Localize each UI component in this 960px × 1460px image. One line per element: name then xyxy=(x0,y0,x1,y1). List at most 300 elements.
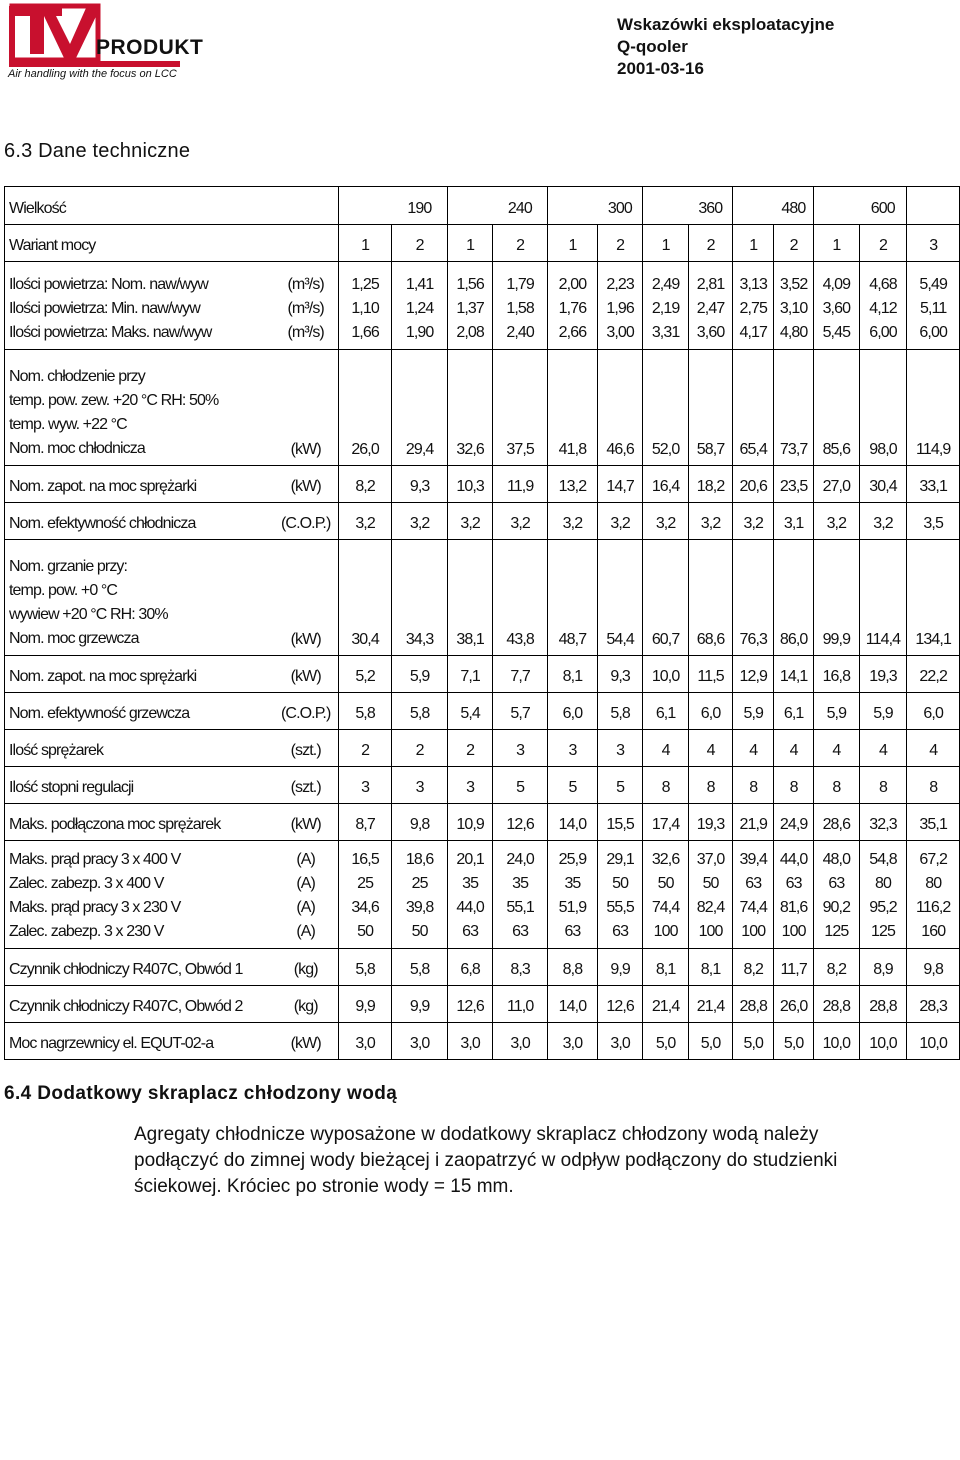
table-cell: 6,0 xyxy=(688,693,733,730)
table-cell: 11,9 xyxy=(493,466,548,503)
row-unit: (szt.) xyxy=(274,730,339,767)
table-cell xyxy=(688,262,733,350)
table-row xyxy=(5,1023,960,1060)
table-cell: 9,9 xyxy=(338,986,392,1023)
cell-value: 2,19 xyxy=(651,300,680,317)
table-cell: 29,4 xyxy=(392,350,448,466)
table-cell: 3,1 xyxy=(774,503,814,540)
table-cell: 19,3 xyxy=(859,656,907,693)
table-cell: 3,2 xyxy=(493,503,548,540)
table-cell: 3 xyxy=(547,730,597,767)
row-label-line: Ilości powietrza: Maks. naw/wyw xyxy=(9,324,212,341)
table-cell xyxy=(597,841,642,949)
table-cell: 3,2 xyxy=(859,503,907,540)
table-cell: 3,0 xyxy=(547,1023,597,1060)
row-unit-line: (A) xyxy=(296,851,315,868)
table-cell: 600 xyxy=(859,187,907,225)
cell-value: 3,10 xyxy=(779,300,808,317)
table-cell xyxy=(447,262,492,350)
table-row xyxy=(5,225,960,262)
cell-value: 1,76 xyxy=(558,300,587,317)
row-unit: (kW) xyxy=(274,466,339,503)
row-label: Ilość stopni regulacji xyxy=(5,767,274,804)
row-label-line: Ilości powietrza: Min. naw/wyw xyxy=(9,300,200,317)
table-cell: 58,7 xyxy=(688,350,733,466)
table-cell: 9,3 xyxy=(392,466,448,503)
table-cell: 3,2 xyxy=(447,503,492,540)
table-cell xyxy=(814,262,859,350)
table-cell xyxy=(338,187,392,225)
table-cell: 8,2 xyxy=(733,949,774,986)
cell-value: 4,80 xyxy=(779,324,808,341)
table-cell: 3,2 xyxy=(688,503,733,540)
cell-value: 63 xyxy=(828,875,845,892)
row-label: Wariant mocy xyxy=(5,225,274,262)
table-cell: 2 xyxy=(859,225,907,262)
cell-value: 1,58 xyxy=(506,300,534,317)
table-cell xyxy=(907,187,960,225)
row-label-line: Zalec. zabezp. 3 x 230 V xyxy=(9,923,164,940)
cell-value: 2,00 xyxy=(558,276,587,293)
cell-value: 25 xyxy=(411,875,428,892)
table-cell: 21,4 xyxy=(643,986,688,1023)
table-cell xyxy=(859,262,907,350)
table-cell: 6,0 xyxy=(547,693,597,730)
table-cell xyxy=(733,187,774,225)
table-cell xyxy=(814,187,859,225)
table-cell: 28,8 xyxy=(733,986,774,1023)
table-cell: 4 xyxy=(643,730,688,767)
table-cell: 9,8 xyxy=(907,949,960,986)
table-cell xyxy=(597,262,642,350)
table-cell: 10,0 xyxy=(643,656,688,693)
table-cell: 5,8 xyxy=(338,693,392,730)
table-cell xyxy=(814,841,859,949)
table-cell: 35,1 xyxy=(907,804,960,841)
cell-value: 29,1 xyxy=(606,851,634,868)
table-cell: 41,8 xyxy=(547,350,597,466)
table-cell xyxy=(392,841,448,949)
table-cell xyxy=(392,262,448,350)
table-cell: 11,5 xyxy=(688,656,733,693)
cell-value: 1,10 xyxy=(351,300,379,317)
table-cell: 3,2 xyxy=(733,503,774,540)
table-cell: 16,4 xyxy=(643,466,688,503)
cell-value: 80 xyxy=(874,875,891,892)
cell-value: 82,4 xyxy=(696,899,725,916)
table-cell: 21,9 xyxy=(733,804,774,841)
table-cell: 46,6 xyxy=(597,350,642,466)
table-cell: 5 xyxy=(597,767,642,804)
cell-value: 25 xyxy=(357,875,374,892)
table-cell: 73,7 xyxy=(774,350,814,466)
table-cell: 14,0 xyxy=(547,804,597,841)
cell-value: 44,0 xyxy=(456,899,484,916)
table-cell: 240 xyxy=(493,187,548,225)
row-unit-line: (A) xyxy=(296,875,315,892)
table-cell: 30,4 xyxy=(859,466,907,503)
table-cell xyxy=(547,841,597,949)
cell-value: 4,12 xyxy=(869,300,897,317)
section-title: 6.3 Dane techniczne xyxy=(4,140,191,162)
table-cell xyxy=(733,262,774,350)
cell-value: 5,45 xyxy=(822,324,851,341)
table-cell xyxy=(774,841,814,949)
table-cell: 9,3 xyxy=(597,656,642,693)
table-cell: 10,3 xyxy=(447,466,492,503)
cell-value: 4,09 xyxy=(822,276,851,293)
table-cell: 54,4 xyxy=(597,540,642,656)
cell-value: 1,56 xyxy=(456,276,484,293)
table-cell: 3,5 xyxy=(907,503,960,540)
brand-name: PRODUKT xyxy=(96,36,204,59)
table-cell: 6,8 xyxy=(447,949,492,986)
table-cell: 5 xyxy=(493,767,548,804)
table-cell: 21,4 xyxy=(688,986,733,1023)
table-cell: 2 xyxy=(597,225,642,262)
cell-value: 20,1 xyxy=(456,851,484,868)
table-row xyxy=(5,466,960,503)
table-cell: 30,4 xyxy=(338,540,392,656)
cell-value: 3,13 xyxy=(739,276,768,293)
row-label-line: Nom. moc chłodnicza xyxy=(9,440,145,457)
table-cell: 98,0 xyxy=(859,350,907,466)
row-unit-line: (A) xyxy=(296,899,315,916)
table-cell: 32,6 xyxy=(447,350,492,466)
table-cell: 16,8 xyxy=(814,656,859,693)
table-cell xyxy=(859,841,907,949)
section-title-2: 6.4 Dodatkowy skraplacz chłodzony wodą xyxy=(4,1083,398,1104)
table-row xyxy=(5,986,960,1023)
cell-value: 90,2 xyxy=(822,899,851,916)
table-cell: 5,2 xyxy=(338,656,392,693)
table-cell: 48,7 xyxy=(547,540,597,656)
row-unit-line: (m³/s) xyxy=(287,276,324,293)
row-unit: (kW) xyxy=(274,656,339,693)
cell-value: 74,4 xyxy=(739,899,768,916)
table-cell: 8,8 xyxy=(547,949,597,986)
cell-value: 6,00 xyxy=(919,324,947,341)
table-cell: 3,0 xyxy=(447,1023,492,1060)
table-cell: 10,9 xyxy=(447,804,492,841)
table-cell: 2 xyxy=(392,225,448,262)
cell-value: 2,47 xyxy=(696,300,725,317)
table-cell: 1 xyxy=(643,225,688,262)
cell-value: 5,11 xyxy=(920,300,947,317)
cell-value: 39,4 xyxy=(739,851,768,868)
table-cell xyxy=(338,262,392,350)
table-cell: 26,0 xyxy=(774,986,814,1023)
table-cell: 1 xyxy=(338,225,392,262)
cell-value: 35 xyxy=(512,875,529,892)
cell-value: 1,96 xyxy=(606,300,634,317)
row-label: Moc nagrzewnicy el. EQUT-02-a xyxy=(5,1023,274,1060)
row-unit: (kg) xyxy=(274,986,339,1023)
table-cell xyxy=(547,187,597,225)
table-row xyxy=(5,730,960,767)
cell-value: 2,23 xyxy=(606,276,634,293)
cell-value: 6,00 xyxy=(869,324,897,341)
table-cell: 3 xyxy=(392,767,448,804)
product-name: Q-qooler xyxy=(617,37,688,56)
table-cell: 10,0 xyxy=(814,1023,859,1060)
table-cell: 65,4 xyxy=(733,350,774,466)
table-cell: 13,2 xyxy=(547,466,597,503)
table-cell: 7,7 xyxy=(493,656,548,693)
table-cell: 14,7 xyxy=(597,466,642,503)
cell-value: 2,81 xyxy=(696,276,725,293)
row-label: Maks. podłączona moc sprężarek xyxy=(5,804,274,841)
table-cell: 9,9 xyxy=(392,986,448,1023)
row-label: Nom. efektywność grzewcza xyxy=(5,693,274,730)
section-body xyxy=(134,1122,934,1200)
table-cell: 3 xyxy=(907,225,960,262)
cell-value: 100 xyxy=(741,923,766,940)
table-cell: 8 xyxy=(859,767,907,804)
cell-value: 63 xyxy=(612,923,629,940)
table-cell: 6,1 xyxy=(643,693,688,730)
table-cell: 24,9 xyxy=(774,804,814,841)
table-cell xyxy=(643,262,688,350)
cell-value: 50 xyxy=(702,875,719,892)
table-cell: 3,0 xyxy=(493,1023,548,1060)
table-cell: 3 xyxy=(597,730,642,767)
technical-data-table xyxy=(4,186,960,1060)
cell-value: 3,31 xyxy=(651,324,680,341)
table-cell: 4 xyxy=(774,730,814,767)
row-label-line: temp. pow. zew. +20 °C RH: 50% xyxy=(9,392,219,409)
cell-value: 63 xyxy=(462,923,479,940)
table-cell: 8,2 xyxy=(338,466,392,503)
table-cell: 85,6 xyxy=(814,350,859,466)
row-label-line: Nom. grzanie przy: xyxy=(9,558,128,575)
table-cell: 9,8 xyxy=(392,804,448,841)
row-label-line: Nom. chłodzenie przy xyxy=(9,368,145,385)
table-cell: 28,8 xyxy=(859,986,907,1023)
table-cell: 8,3 xyxy=(493,949,548,986)
row-label-line: Maks. prąd pracy 3 x 230 V xyxy=(9,899,181,916)
table-cell: 1 xyxy=(733,225,774,262)
table-cell: 3,2 xyxy=(814,503,859,540)
table-cell: 4 xyxy=(907,730,960,767)
table-cell: 8,7 xyxy=(338,804,392,841)
table-cell: 480 xyxy=(774,187,814,225)
row-unit xyxy=(274,225,339,262)
table-row xyxy=(5,262,960,350)
cell-value: 95,2 xyxy=(869,899,897,916)
cell-value: 4,68 xyxy=(869,276,897,293)
table-cell: 3,0 xyxy=(392,1023,448,1060)
cell-value: 2,08 xyxy=(456,324,484,341)
cell-value: 39,8 xyxy=(405,899,434,916)
table-cell: 3,0 xyxy=(338,1023,392,1060)
row-label-line: Zalec. zabezp. 3 x 400 V xyxy=(9,875,164,892)
table-cell: 76,3 xyxy=(733,540,774,656)
cell-value: 2,40 xyxy=(506,324,534,341)
table-cell: 12,9 xyxy=(733,656,774,693)
doc-date: 2001-03-16 xyxy=(617,59,704,78)
cell-value: 2,49 xyxy=(651,276,680,293)
cell-value: 25,9 xyxy=(558,851,587,868)
cell-value: 55,5 xyxy=(606,899,634,916)
cell-value: 51,9 xyxy=(558,899,587,916)
cell-value: 55,1 xyxy=(506,899,534,916)
table-row xyxy=(5,187,960,225)
cell-value: 2,66 xyxy=(558,324,587,341)
cell-value: 32,6 xyxy=(651,851,680,868)
table-cell: 5,0 xyxy=(733,1023,774,1060)
table-row xyxy=(5,503,960,540)
table-cell: 8,1 xyxy=(547,656,597,693)
table-cell xyxy=(733,841,774,949)
table-cell xyxy=(493,841,548,949)
table-cell: 37,5 xyxy=(493,350,548,466)
table-row xyxy=(5,350,960,466)
table-cell: 3 xyxy=(447,767,492,804)
table-cell: 1 xyxy=(447,225,492,262)
table-cell: 3,2 xyxy=(547,503,597,540)
table-cell xyxy=(643,187,688,225)
cell-value: 100 xyxy=(653,923,678,940)
table-cell: 20,6 xyxy=(733,466,774,503)
row-label-line: Nom. moc grzewcza xyxy=(9,630,139,647)
table-cell: 4 xyxy=(859,730,907,767)
table-cell: 28,3 xyxy=(907,986,960,1023)
row-unit: (szt.) xyxy=(274,767,339,804)
cell-value: 3,60 xyxy=(822,300,851,317)
row-label: Wielkość xyxy=(5,187,274,225)
cell-value: 5,49 xyxy=(919,276,947,293)
table-cell xyxy=(907,841,960,949)
body-line: Agregaty chłodnicze wyposażone w dodatkowy skraplacz chłodzony wodą należy xyxy=(134,1124,819,1145)
table-cell: 11,0 xyxy=(493,986,548,1023)
table-cell: 2 xyxy=(774,225,814,262)
cell-value: 63 xyxy=(745,875,762,892)
table-cell: 5,4 xyxy=(447,693,492,730)
table-cell: 3,2 xyxy=(643,503,688,540)
cell-value: 1,90 xyxy=(405,324,434,341)
table-cell: 5,9 xyxy=(859,693,907,730)
table-cell: 3 xyxy=(338,767,392,804)
table-cell: 114,9 xyxy=(907,350,960,466)
row-unit: (C.O.P.) xyxy=(274,693,339,730)
table-cell: 134,1 xyxy=(907,540,960,656)
cell-value: 67,2 xyxy=(919,851,947,868)
cell-value: 50 xyxy=(411,923,428,940)
table-cell xyxy=(447,841,492,949)
table-cell: 52,0 xyxy=(643,350,688,466)
table-cell: 12,6 xyxy=(493,804,548,841)
table-cell: 4 xyxy=(733,730,774,767)
cell-value: 1,41 xyxy=(405,276,434,293)
table-cell: 43,8 xyxy=(493,540,548,656)
row-label: Ilość sprężarek xyxy=(5,730,274,767)
table-cell: 18,2 xyxy=(688,466,733,503)
table-cell: 8,2 xyxy=(814,949,859,986)
cell-value: 74,4 xyxy=(651,899,680,916)
cell-value: 63 xyxy=(512,923,529,940)
table-cell: 2 xyxy=(688,225,733,262)
cell-value: 24,0 xyxy=(506,851,534,868)
table-cell xyxy=(907,262,960,350)
cell-value: 50 xyxy=(612,875,629,892)
table-cell: 5,9 xyxy=(814,693,859,730)
table-cell: 14,0 xyxy=(547,986,597,1023)
row-label: Czynnik chłodniczy R407C, Obwód 1 xyxy=(5,949,274,986)
table-cell: 23,5 xyxy=(774,466,814,503)
table-cell: 3 xyxy=(493,730,548,767)
table-cell: 2 xyxy=(447,730,492,767)
row-unit: (kW) xyxy=(274,1023,339,1060)
table-cell: 6,0 xyxy=(907,693,960,730)
table-cell: 1 xyxy=(547,225,597,262)
table-cell: 12,6 xyxy=(447,986,492,1023)
cell-value: 2,75 xyxy=(739,300,768,317)
row-unit-line: (m³/s) xyxy=(287,324,324,341)
table-cell: 300 xyxy=(597,187,642,225)
table-cell: 5,9 xyxy=(392,656,448,693)
table-cell: 28,8 xyxy=(814,986,859,1023)
cell-value: 125 xyxy=(824,923,849,940)
row-label xyxy=(5,841,274,949)
table-cell: 34,3 xyxy=(392,540,448,656)
table-cell xyxy=(547,262,597,350)
table-cell: 5,0 xyxy=(643,1023,688,1060)
table-cell: 8 xyxy=(774,767,814,804)
table-cell: 22,2 xyxy=(907,656,960,693)
table-cell: 114,4 xyxy=(859,540,907,656)
table-cell: 32,3 xyxy=(859,804,907,841)
row-label: Nom. zapot. na moc sprężarki xyxy=(5,656,274,693)
cell-value: 100 xyxy=(781,923,806,940)
table-cell: 5,7 xyxy=(493,693,548,730)
table-cell xyxy=(688,841,733,949)
table-cell: 5,0 xyxy=(688,1023,733,1060)
table-cell: 8 xyxy=(643,767,688,804)
table-row xyxy=(5,841,960,949)
row-label-line: temp. pow. +0 °C xyxy=(9,582,118,599)
table-row xyxy=(5,540,960,656)
table-cell: 8,9 xyxy=(859,949,907,986)
cell-value: 34,6 xyxy=(351,899,379,916)
row-label-line: wywiew +20 °C RH: 30% xyxy=(9,606,168,623)
cell-value: 1,66 xyxy=(351,324,379,341)
table-cell: 8 xyxy=(688,767,733,804)
table-cell: 12,6 xyxy=(597,986,642,1023)
table-cell: 360 xyxy=(688,187,733,225)
cell-value: 4,17 xyxy=(739,324,768,341)
row-label-line: temp. wyw. +22 °C xyxy=(9,416,127,433)
table-cell: 68,6 xyxy=(688,540,733,656)
cell-value: 160 xyxy=(921,923,946,940)
table-cell xyxy=(493,262,548,350)
cell-value: 35 xyxy=(564,875,581,892)
row-unit xyxy=(274,841,339,949)
row-label-line: Maks. prąd pracy 3 x 400 V xyxy=(9,851,181,868)
row-unit xyxy=(274,262,339,350)
table-cell: 86,0 xyxy=(774,540,814,656)
cell-value: 116,2 xyxy=(916,899,951,916)
table-cell: 10,0 xyxy=(859,1023,907,1060)
table-cell: 3,0 xyxy=(597,1023,642,1060)
table-cell: 5,0 xyxy=(774,1023,814,1060)
table-cell: 3,2 xyxy=(338,503,392,540)
cell-value: 3,00 xyxy=(606,324,634,341)
table-row xyxy=(5,804,960,841)
row-label: Czynnik chłodniczy R407C, Obwód 2 xyxy=(5,986,274,1023)
table-cell: 27,0 xyxy=(814,466,859,503)
row-unit-line: (m³/s) xyxy=(287,300,324,317)
